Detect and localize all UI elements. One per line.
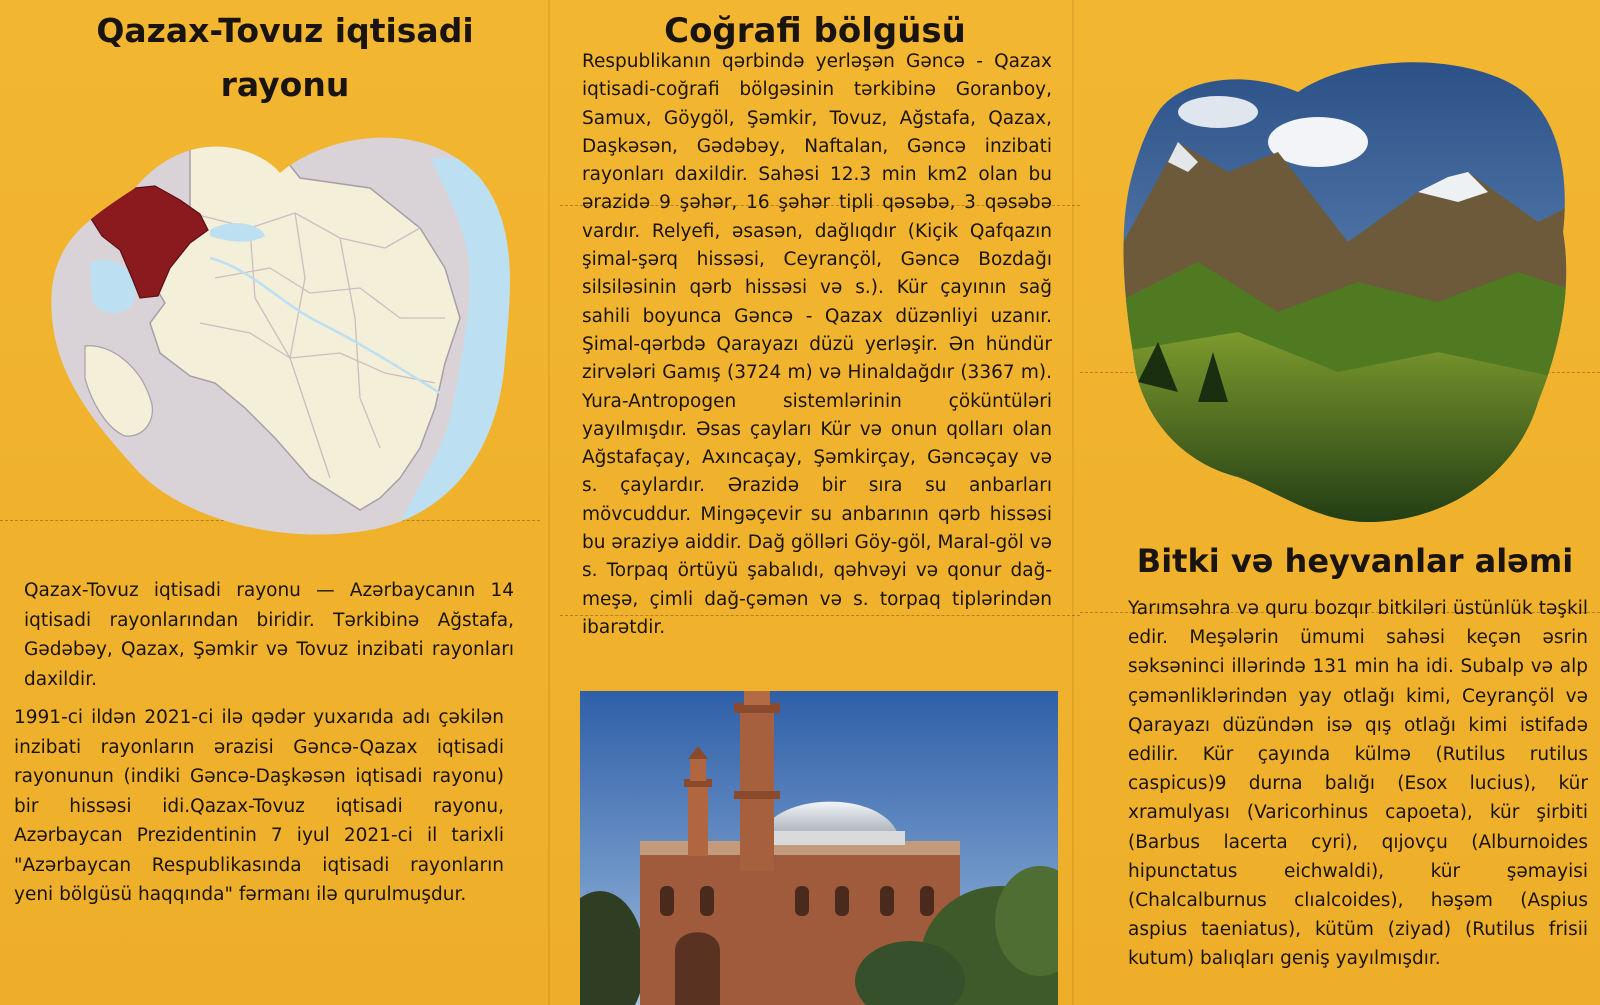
fold-line-right	[1072, 0, 1074, 1005]
fold-line-left	[548, 0, 550, 1005]
geography-title: Coğrafi bölgüsü	[664, 11, 966, 51]
flora-fauna-title: Bitki və heyvanlar aləmi	[1136, 542, 1574, 580]
geography-paragraph: Respublikanın qərbində yerləşən Gəncə - Qazax iqtisadi-coğrafi bölgəsinin tərkibinə Goranboy, Samux, Göygöl, Şəmkir, Tovuz, Ağstafa, Qazax, Daşkəsən, Gədəbəy, Naftalan, Gəncə inzibati rayonları daxildir. Sahəsi 12.3 min km2 olan bu ərazidə 9 şəhər, 16 şəhər tipli qəsəbə, 3 qəsəbə vardır. Relyefi, əsasən, dağlıqdır (Kiçik Qafqazın şimal-şərq hissəsi, Ceyrançöl, Gəncə Bozdağı silsiləsinin qərb hissəsi və s.). Kür çayının sağ sahili boyunca Gəncə - Qazax düzənliyi uzanır. Şimal-qərbdə Qarayazı düzü yerləşir. Ən hündür zirvələri Gamış (3724 m) və Hinaldağdır (3367 m). Yura-Antropogen sistemlərinin çöküntüləri yayılmışdır. Əsas çayları Kür və onun qolları olan Ağstafaçay, Axıncaçay, Şəmkirçay, Gəncəçay və s. çaylardır. Ərazidə bir sıra su anbarları mövcuddur. Mingəçevir su anbarının qərb hissəsi bu əraziyə aiddir. Dağ gölləri Göy-göl, Maral-göl və s. Torpaq örtüyü şabalıdı, qəhvəyi və qonur dağ-meşə, çimli dağ-çəmən və s. torpaq tiplərindən ibarətdir.	[582, 51, 1052, 638]
history-paragraph: 1991-ci ildən 2021-ci ilə qədər yuxarıda adı çəkilən inzibati rayonların ərazisi Gəncə-Qazax iqtisadi rayonunun (indiki Gəncə-Daşkəsən iqtisadi rayonu) bir hissəsi idi.Qazax-Tovuz iqtisadi rayonu, Azərbaycan Prezidentinin 7 iyul 2021-ci il tarixli "Azərbaycan Respublikasında iqtisadi rayonların yeni bölgüsü haqqında" fərmanı ilə qurulmuşdur.	[14, 707, 504, 905]
azerbaijan-map	[40, 118, 520, 543]
mountain-photo	[1118, 52, 1578, 530]
region-title: Qazax-Tovuz iqtisadi rayonu	[96, 11, 474, 104]
intro-paragraph: Qazax-Tovuz iqtisadi rayonu — Azərbaycanın 14 iqtisadi rayonlarından biridir. Tərkibinə Ağstafa, Gədəbəy, Qazax, Şəmkir və Tovuz inzibati rayonları daxildir.	[24, 580, 514, 690]
flora-fauna-paragraph: Yarımsəhra və quru bozqır bitkiləri üstünlük təşkil edir. Meşələrin ümumi sahəsi keçən əsrin səksəninci illərində 131 min ha idi. Subalp və alp çəmənliklərindən yay otlağı kimi, Ceyrançöl və Qarayazı düzündən isə qış otlağı kimi istifadə edilir. Kür çayında külmə (Rutilus rutilus caspicus)9 durna balığı (Esox lucius), kür xramulyası (Varicorhinus capoeta), kür şirbiti (Barbus lacerta cyri), qıjovçu (Alburnoides hipunctatus eichwaldi), kür şəmayisi (Chalcalburnus clıalcoides), həşəm (Aspius aspius taeniatus), kütüm (ziyad) (Rutilus frisii kutum) balıqları geniş yayılmışdır.	[1128, 598, 1588, 970]
mosque-photo	[580, 691, 1058, 1005]
